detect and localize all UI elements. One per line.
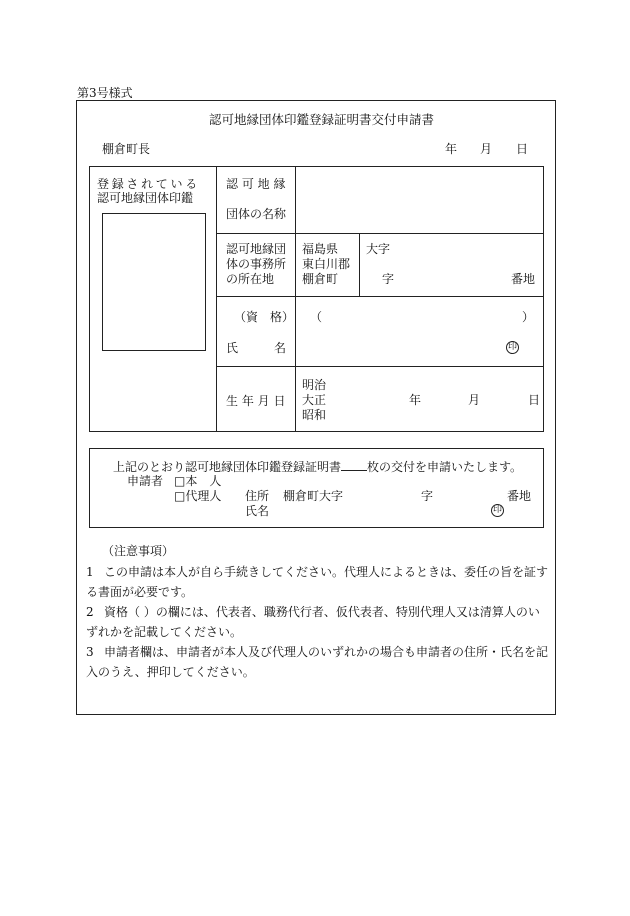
note-number: 3 [86, 645, 94, 659]
applicant-label: 申請者 [127, 474, 164, 488]
applicant-name-label: 氏名 [245, 504, 270, 518]
era-meiji: 明治 [302, 378, 327, 392]
office-label-line3: の所在地 [226, 272, 275, 286]
note-number: 1 [86, 565, 94, 579]
note-text: 資格（ ）の欄には、代表者、職務代行者、仮代表者、特別代理人又は清算人のいずれかを記載してください。 [86, 605, 540, 639]
address-banchi: 番地 [511, 272, 536, 286]
address-oaza: 大字 [366, 242, 391, 256]
note-number: 2 [86, 605, 94, 619]
seal-mark-icon: 印 [507, 342, 517, 352]
applicant-seal-mark-icon: 印 [492, 505, 502, 515]
applicant-address-value: 棚倉町大字 [283, 489, 344, 503]
table-divider-middle [295, 166, 296, 432]
address-county: 東白川郡 [302, 257, 351, 271]
date-year-label: 年 [445, 142, 458, 156]
table-row-line-2 [216, 296, 544, 297]
statement-before: 上記のとおり認可地縁団体印鑑登録証明書 [113, 460, 342, 474]
address-town: 棚倉町 [302, 272, 339, 286]
seal-label-line2: 認可地縁団体印鑑 [97, 191, 194, 205]
table-divider-left [216, 166, 217, 432]
addressee: 棚倉町長 [102, 142, 151, 156]
birth-day-label: 日 [528, 393, 541, 407]
applicant-banchi: 番地 [507, 489, 532, 503]
statement-after: 枚の交付を申請いたします。 [367, 460, 523, 474]
org-name-label-line1: 認 可 地 縁 [226, 177, 286, 191]
table-row-line-3 [216, 366, 544, 367]
birthdate-label: 生 年 月 日 [226, 394, 286, 408]
applicant-aza: 字 [421, 489, 434, 503]
birth-year-label: 年 [409, 393, 422, 407]
qualification-paren-open: （ [310, 310, 323, 324]
notes-heading: （注意事項） [102, 544, 175, 558]
table-divider-address [359, 233, 360, 296]
office-label-line1: 認可地縁団 [226, 242, 287, 256]
era-showa: 昭和 [302, 408, 327, 422]
application-statement [113, 460, 522, 473]
qualification-paren-close: ） [522, 310, 535, 324]
date-day-label: 日 [516, 142, 529, 156]
era-taisho: 大正 [302, 393, 327, 407]
birth-month-label: 月 [468, 393, 481, 407]
seal-label-line1: 登録されている [97, 177, 200, 191]
applicant-address-label: 住所 [245, 489, 270, 503]
qualification-label: （資 格） [234, 310, 295, 324]
note-item-2 [86, 602, 548, 642]
table-row-line-1 [216, 233, 544, 234]
note-text: この申請は本人が自ら手続きしてください。代理人によるときは、委任の旨を証する書面が必要です。 [86, 565, 549, 599]
form-title: 認可地縁団体印鑑登録証明書交付申請書 [209, 112, 435, 127]
address-aza: 字 [382, 272, 395, 286]
copies-blank [341, 460, 367, 471]
option-self: □本 人 [174, 474, 222, 488]
org-name-label-line2: 団体の名称 [226, 207, 287, 221]
option-agent: □代理人 [174, 489, 222, 503]
address-prefecture: 福島県 [302, 242, 339, 256]
note-text: 申請者欄は、申請者が本人及び代理人のいずれかの場合も申請者の住所・氏名を記入のうえ、押印してください。 [86, 645, 549, 679]
form-number: 第3号様式 [77, 86, 133, 100]
seal-impression-box [102, 213, 206, 351]
office-label-line2: 体の事務所 [226, 257, 287, 271]
note-item-1 [86, 562, 548, 602]
date-month-label: 月 [480, 142, 493, 156]
note-item-3 [86, 642, 548, 682]
name-label: 氏 名 [226, 341, 287, 355]
